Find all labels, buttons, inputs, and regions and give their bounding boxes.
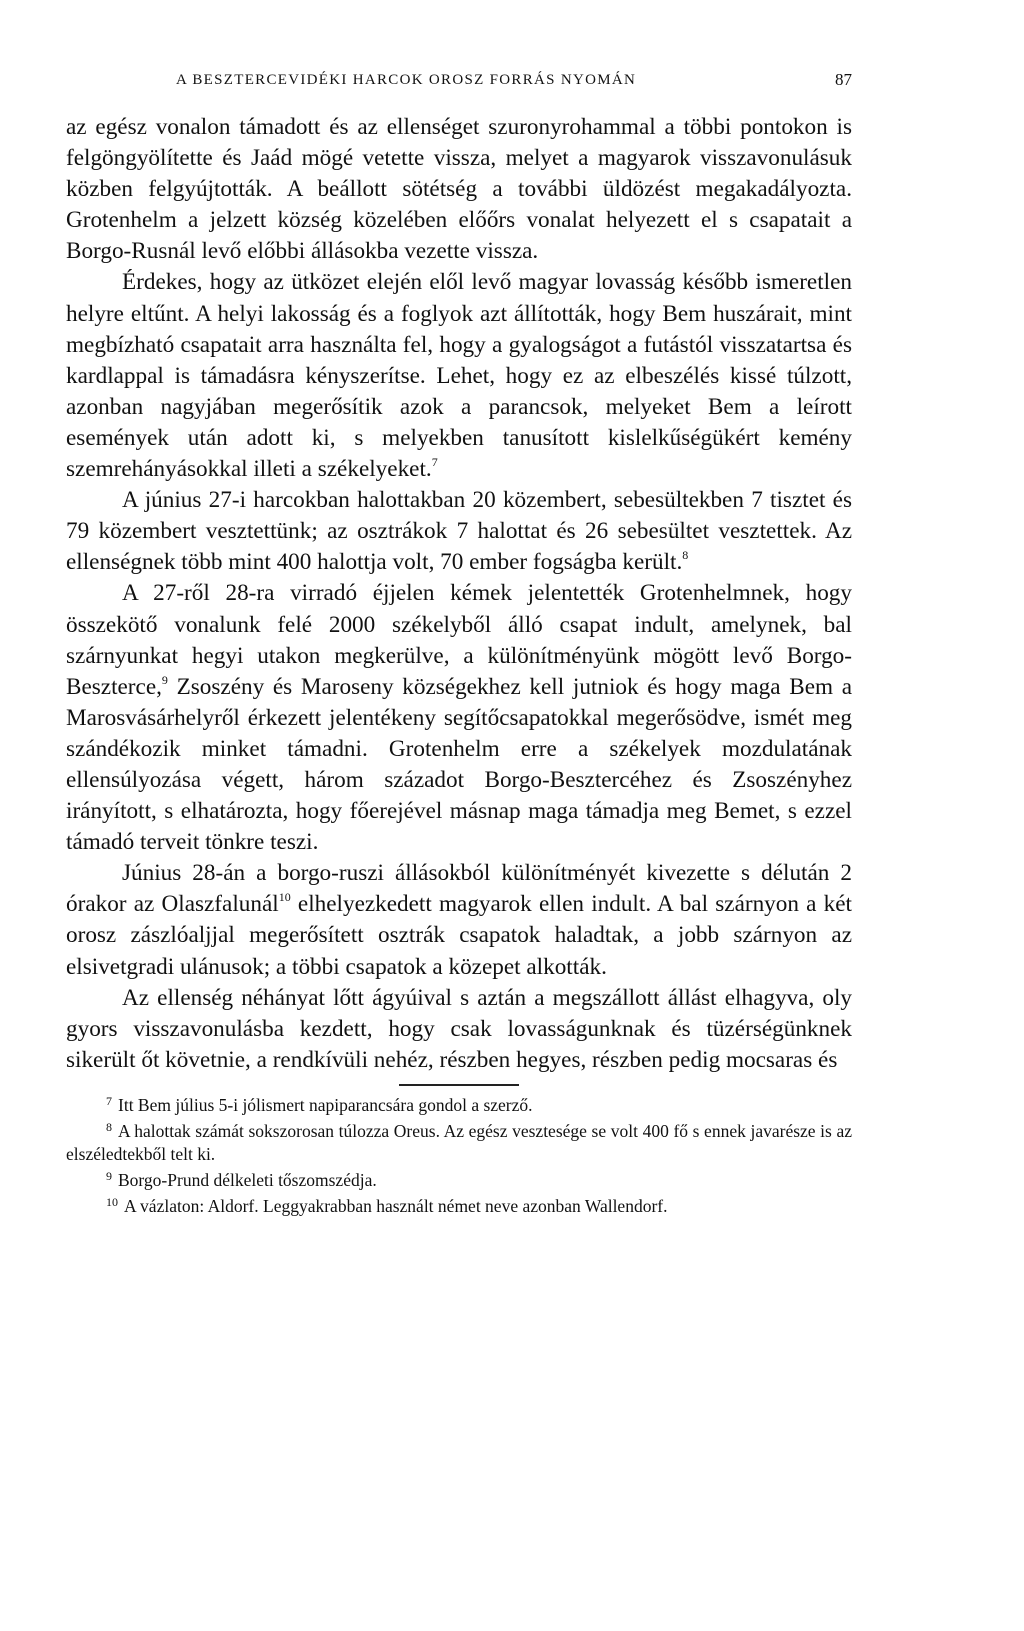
- body-text: [66, 112, 852, 1076]
- footnote-rule: [399, 1084, 519, 1086]
- paragraph-text: A június 27-i harcokban halottakban 20 közembert, sebesültekben 7 tisztet és 79 közembert vesztettünk; az osztrákok 7 halottat és 26 sebesültet vesztettek. Az ellenségnek több mint 400 halottja volt, 70 ember fogságba került.: [66, 487, 852, 576]
- footnote-number: 10: [106, 1195, 118, 1210]
- page-number: 87: [835, 70, 852, 89]
- footnotes: [66, 1090, 852, 1217]
- footnote-text: A vázlaton: Aldorf. Leggyakrabban használt német neve azonban Wallendorf.: [124, 1196, 668, 1217]
- footnote-number: 9: [106, 1168, 112, 1183]
- footnote-text: Borgo-Prund délkeleti tőszomszédja.: [118, 1169, 377, 1190]
- footnote: [66, 1090, 852, 1116]
- paragraph-text: Érdekes, hogy az ütközet elején elől levő magyar lovasság később ismeretlen helyre eltűnt. A helyi lakosság és a foglyok azt állították, hogy Bem huszárait, mint megbízható csapatait arra használta fel, hogy a gyalogságot a futástól visszatartsa és kardlappal is támadásra kényszerítse. Lehet, hogy ez az elbeszélés kissé túlzott, azonban nagyjában megerősítik azok a parancsok, melyeket Bem a leírott események után adott ki, s melyekben tanusított kislelkűségükért kemény szemrehányásokkal illeti a székelyeket.: [66, 269, 852, 483]
- paragraph: [66, 485, 852, 578]
- footnote-text: A halottak számát sokszorosan túlozza Oreus. Az egész vesztesége se volt 400 fő s ennek javarésze is az elszéledtekből telt ki.: [66, 1121, 852, 1164]
- running-header: [66, 62, 852, 92]
- footnote-reference[interactable]: 7: [431, 455, 438, 470]
- paragraph-text: A 27-ről 28-ra virradó éjjelen kémek jelentették Grotenhelmnek, hogy összekötő vonalunk felé 2000 székelyből álló csapat indult, amelynek, bal szárnyunkat hegyi utakon megkerülve, a különítményünk mögött levő Borgo-Beszterce,: [66, 580, 852, 700]
- footnote: [66, 1116, 852, 1165]
- paragraph-text: Az ellenség néhányat lőtt ágyúival s aztán a megszállott állást elhagyva, oly gyors visszavonulásba kezdett, hogy csak lovasságunknak és tüzérségünknek sikerült őt követnie, a rendkívüli nehéz, részben hegyes, részben pedig mocsaras és: [66, 984, 852, 1073]
- paragraph-text: Zsoszény és Maroseny községekhez kell jutniok és hogy maga Bem a Marosvásárhelyről érkezett jelentékeny segítőcsapatokkal megerősödve, ismét meg szándékozik minket támadni. Grotenhelm erre a székelyek mozdulatának ellensúlyozása végett, három századot Borgo-Besztercéhez és Zsoszényhez irányított, s elhatározta, hogy főerejével másnap maga támadja meg Bemet, s ezzel támadó terveit tönkre teszi.: [66, 673, 852, 856]
- footnote: [66, 1165, 852, 1191]
- footnote-reference[interactable]: 9: [161, 672, 168, 687]
- paragraph-text: Június 28-án a borgo-ruszi állásokból különítményét kivezette s délután 2 órakor az Olaszfalunál: [66, 860, 852, 918]
- paragraph: [66, 983, 852, 1076]
- paragraph: [66, 267, 852, 485]
- footnote-reference[interactable]: 8: [682, 548, 689, 563]
- footnote-text: Itt Bem július 5-i jólismert napiparancsára gondol a szerző.: [118, 1094, 533, 1115]
- running-title: A BESZTERCEVIDÉKI HARCOK OROSZ FORRÁS NYOMÁN: [176, 72, 637, 88]
- paragraph: [66, 112, 852, 267]
- footnote: [66, 1191, 852, 1217]
- paragraph: [66, 858, 852, 982]
- paragraph: [66, 578, 852, 858]
- footnote-reference[interactable]: 10: [278, 890, 291, 905]
- paragraph-text: az egész vonalon támadott és az ellenséget szuronyrohammal a többi pontokon is felgöngyölítette és Jaád mögé vetette vissza, melyet a magyarok visszavonulásuk közben felgyújtották. A beállott sötétség a további üldözést megakadályozta. Grotenhelm a jelzett község közelében előőrs vonalat helyezett el s csapatait a Borgo-Rusnál levő előbbi állásokba vezette vissza.: [66, 114, 852, 265]
- footnote-number: 8: [106, 1120, 112, 1135]
- footnote-number: 7: [106, 1093, 112, 1108]
- paragraph-text: elhelyezkedett magyarok ellen indult. A bal szárnyon a két orosz zászlóaljjal megerősített osztrák csapatok haladtak, a jobb szárnyon az elsivetgradi ulánusok; a többi csapatok a közepet alkották.: [66, 891, 852, 980]
- book-page: [66, 62, 852, 1217]
